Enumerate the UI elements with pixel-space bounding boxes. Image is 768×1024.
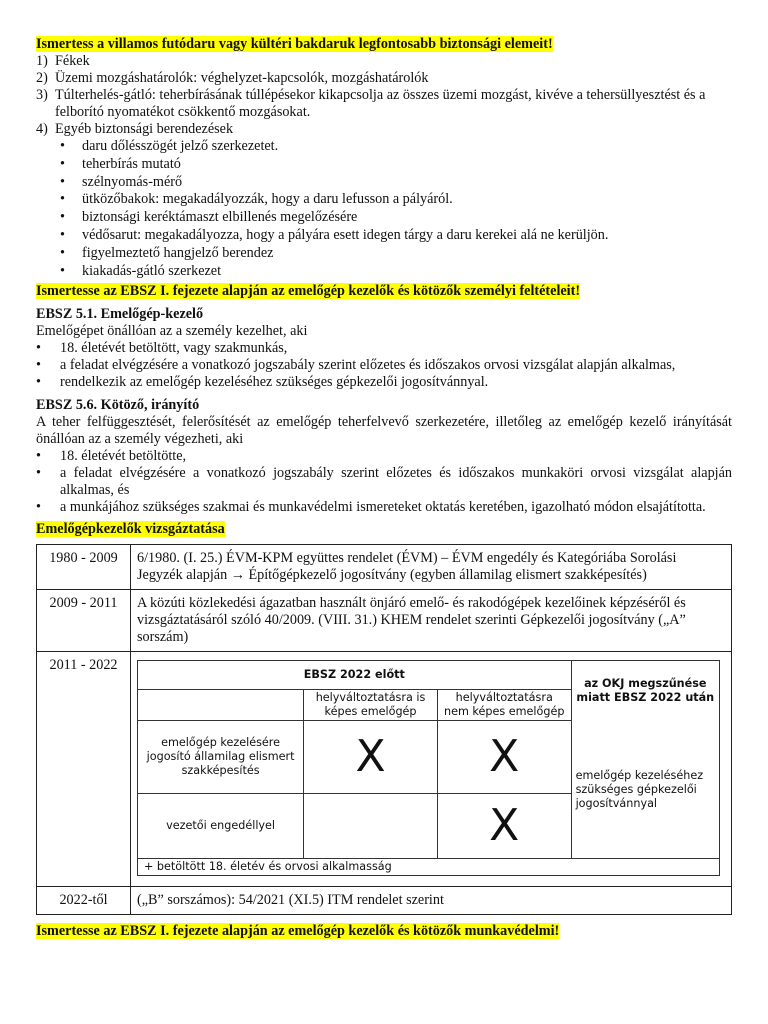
question-heading-2: Ismertesse az EBSZ I. fejezete alapján az emelőgép kezelők és kötözők személyi feltételeit! [36, 283, 581, 300]
list-item: 3) Túlterhelés-gátló: teherbírásának túllépésekor kikapcsolja az összes üzemi mozgást, kivéve a tehersüllyesztést és a felborító nyomatékot csökkentő mozgásokat. [36, 87, 706, 120]
list-item: • teherbírás mutató [36, 156, 732, 174]
year-cell: 2009 - 2011 [37, 590, 131, 652]
table-row [37, 887, 732, 915]
description-cell: 6/1980. (I. 25.) ÉVM-KPM együttes rendelet (ÉVM) – ÉVM engedély és Kategóriába Sorolási Jegyzék alapján → Építőgépkezelő jogosítvány (egyben államilag elismert szakképesítés) [131, 545, 732, 590]
bullet-icon: • [60, 155, 65, 172]
table-row [37, 652, 732, 887]
bullet-icon: • [60, 191, 65, 208]
slinger-requirements-list [36, 448, 732, 516]
after-text: emelőgép kezeléséhez szükséges gépkezelői jogosítvánnyal [571, 721, 719, 859]
description-cell [131, 652, 732, 887]
year-cell: 2011 - 2022 [37, 652, 131, 887]
list-item: • védősarut: megakadályozza, hogy a pályára esett idegen tárgy a daru kerekei alá ne kerüljön. [36, 227, 732, 245]
bullet-icon: • [36, 499, 41, 516]
list-item: • figyelmeztető hangjelző berendez [36, 245, 732, 263]
footnote: + betöltött 18. életév és orvosi alkalmasság [138, 859, 720, 876]
list-item: • biztonsági keréktámaszt elbillenés megelőzésére [36, 209, 732, 227]
list-item: • szélnyomás-mérő [36, 174, 732, 192]
list-item: • ütközőbakok: megakadályozzák, hogy a daru lefusson a pályáról. [36, 191, 732, 209]
year-cell: 2022-től [37, 887, 131, 915]
year-cell: 1980 - 2009 [37, 545, 131, 590]
list-item: 1) Fékek [36, 53, 90, 69]
ebsz-comparison-table [137, 660, 720, 876]
list-item: • kiakadás-gátló szerkezet [36, 263, 732, 281]
description-cell: („B” sorszámos): 54/2021 (XI.5) ITM rendelet szerint [131, 887, 732, 915]
question-heading-1: Ismertess a villamos futódaru vagy kültéri bakdaruk legfontosabb biztonsági elemeit! [36, 36, 553, 52]
bullet-icon: • [60, 138, 65, 154]
bullet-icon: • [36, 448, 41, 465]
bullet-icon: • [60, 173, 65, 190]
after-header: az OKJ megszűnése miatt EBSZ 2022 után [571, 661, 719, 721]
other-devices-list [36, 138, 732, 280]
document-page [36, 36, 732, 940]
bullet-icon: • [60, 244, 65, 261]
list-item: 2) Üzemi mozgáshatárolók: véghelyzet-kapcsolók, mozgáshatárolók [36, 70, 429, 86]
bullet-icon: • [36, 340, 41, 357]
list-item: • 18. életévét betöltötte, [36, 448, 187, 465]
x-mark: X [304, 721, 438, 794]
operator-requirements-list [36, 340, 732, 391]
question-heading-4: Ismertesse az EBSZ I. fejezete alapján az emelőgép kezelők és kötözők munkavédelmi! [36, 923, 560, 940]
bullet-icon: • [60, 262, 65, 279]
list-item: • a feladat elvégzésére a vonatkozó jogszabály szerint előzetes és időszakos orvosi vizsgálat alapján alkalmas, [36, 357, 676, 374]
bullet-icon: • [60, 209, 65, 226]
bullet-icon: • [60, 226, 65, 243]
bullet-icon: • [36, 465, 41, 482]
safety-elements-list [36, 53, 732, 138]
section-intro: Emelőgépet önállóan az a személy kezelhet, aki [36, 323, 308, 340]
row-label: emelőgép kezelésére jogosító államilag elismert szakképesítés [138, 721, 304, 794]
list-item: • a feladat elvégzésére a vonatkozó jogszabály szerint előzetes és időszakos munkaköri orvosi vizsgálat alapján alkalmas, és [36, 465, 732, 499]
list-item: • 18. életévét betöltött, vagy szakmunkás, [36, 340, 288, 357]
x-mark: X [437, 794, 571, 859]
table-row [37, 590, 732, 652]
bullet-icon: • [36, 357, 41, 374]
column-header: helyváltoztatásra nem képes emelőgép [437, 690, 571, 721]
bullet-icon: • [36, 374, 41, 391]
list-item: • daru dőlésszögét jelző szerkezetet. [36, 138, 732, 156]
list-item: 4) Egyéb biztonsági berendezések [36, 121, 234, 137]
section-title-slinger: EBSZ 5.6. Kötöző, irányító [36, 397, 200, 414]
list-item: • rendelkezik az emelőgép kezeléséhez szükséges gépkezelői jogosítvánnyal. [36, 374, 489, 391]
section-title-operator: EBSZ 5.1. Emelőgép-kezelő [36, 306, 204, 323]
row-label: vezetői engedéllyel [138, 794, 304, 859]
question-heading-3: Emelőgépkezelők vizsgáztatása [36, 521, 225, 538]
section-intro: A teher felfüggesztését, felerősítését az emelőgép teherfelvevő szerkezetére, illetőleg az emelőgép kezelő irányítását önállóan az a személy végezheti, aki [36, 414, 732, 448]
description-cell: A közúti közlekedési ágazatban használt önjáró emelő- és rakodógépek kezelőinek képzéséről és vizsgáztatásáról szóló 40/2009. (VIII. 31.) KHEM rendelet szerinti Gépkezelői jogosítvány („A” sorszám) [131, 590, 732, 652]
column-header: helyváltoztatásra is képes emelőgép [304, 690, 438, 721]
list-item: • a munkájához szükséges szakmai és munkavédelmi ismereteket oktatás keretében, igazolható módon elsajátította. [36, 499, 706, 516]
x-mark: X [437, 721, 571, 794]
before-header: EBSZ 2022 előtt [138, 661, 572, 690]
exam-history-table [36, 544, 732, 915]
table-row [37, 545, 732, 590]
